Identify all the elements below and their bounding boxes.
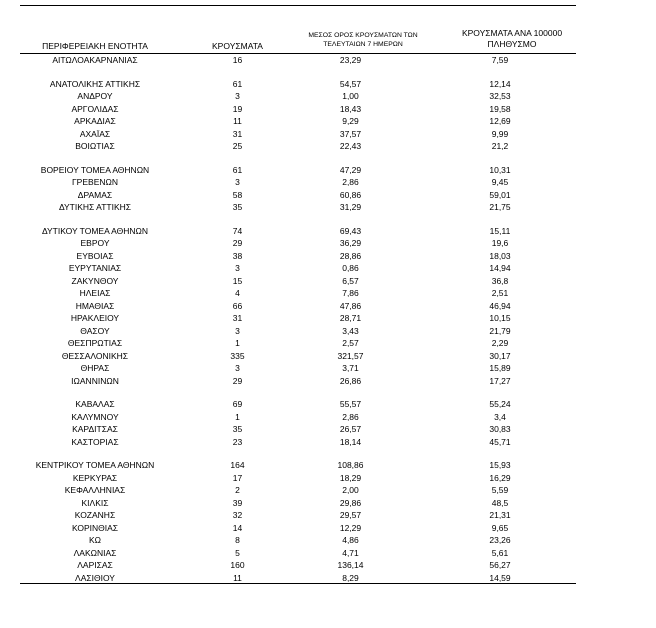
cell-per100k: 21,2 [491, 141, 509, 151]
cell-region: ΛΑΣΙΘΙΟΥ [75, 572, 115, 583]
cell-region: ΕΥΡΥΤΑΝΙΑΣ [68, 263, 122, 273]
cell-avg7: 0,86 [342, 263, 359, 273]
cell-avg7: 1,00 [342, 91, 359, 101]
cell-avg7: 2,86 [342, 177, 359, 187]
cell-region: ΑΡΚΑΔΙΑΣ [74, 116, 116, 126]
cell-avg7: 54,57 [339, 78, 362, 89]
cell-region: ΘΗΡΑΣ [80, 363, 110, 373]
header-per100k-line1: ΚΡΟΥΣΜΑΤΑ ΑΝΑ 100000 [461, 28, 563, 38]
cell-cases: 1 [235, 338, 240, 348]
cell-avg7: 47,86 [339, 300, 362, 311]
cell-cases: 39 [232, 497, 243, 508]
cell-per100k: 2,51 [491, 288, 509, 298]
cell-per100k: 32,53 [489, 91, 511, 101]
table-row [20, 78, 576, 91]
header-avg7 [283, 31, 443, 49]
cell-per100k: 5,59 [491, 485, 509, 495]
cell-avg7: 2,00 [342, 485, 359, 495]
table-row [20, 164, 576, 177]
table-row [20, 534, 576, 547]
cell-avg7: 18,29 [339, 472, 362, 483]
cell-region: ΘΑΣΟΥ [80, 325, 110, 336]
cell-avg7: 55,57 [339, 399, 362, 409]
cell-avg7: 69,43 [339, 225, 362, 236]
cell-region: ΔΥΤΙΚΟΥ ΤΟΜΕΑ ΑΘΗΝΩΝ [41, 225, 149, 236]
table-row [20, 398, 576, 411]
table-row [20, 225, 576, 238]
table-row [20, 300, 576, 313]
cell-cases: 31 [232, 313, 243, 323]
cell-per100k: 3,4 [494, 411, 506, 422]
cell-per100k: 16,29 [489, 472, 511, 483]
cell-cases: 11 [233, 572, 242, 583]
cell-region: ΔΡΑΜΑΣ [77, 189, 113, 200]
cell-cases: 35 [232, 202, 243, 212]
header-avg7-line2: ΤΕΛΕΥΤΑΙΩΝ 7 ΗΜΕΡΩΝ [323, 41, 403, 48]
cell-per100k: 5,61 [491, 547, 509, 558]
cell-region: ΚΑΡΔΙΤΣΑΣ [72, 424, 118, 434]
cell-per100k: 18,03 [489, 250, 511, 261]
cell-avg7: 108,86 [337, 460, 364, 470]
cell-avg7: 31,29 [339, 202, 362, 212]
cell-cases: 58 [232, 189, 243, 200]
cell-cases: 160 [230, 560, 245, 570]
table-row [20, 547, 576, 560]
table-row [20, 411, 576, 424]
cell-region: ΑΝΑΤΟΛΙΚΗΣ ΑΤΤΙΚΗΣ [49, 78, 141, 89]
cell-cases: 15 [232, 275, 243, 286]
cell-region: ΚΕΡΚΥΡΑΣ [72, 472, 118, 483]
cell-avg7: 26,86 [339, 375, 362, 386]
header-per100k-line2: ΠΛΗΘΥΣΜΟ [487, 39, 537, 49]
cell-region: ΚΕΝΤΡΙΚΟΥ ΤΟΜΕΑ ΑΘΗΝΩΝ [35, 460, 155, 470]
cell-region: ΗΜΑΘΙΑΣ [75, 300, 115, 311]
cell-per100k: 21,75 [489, 202, 511, 212]
cell-cases: 3 [235, 263, 240, 273]
cell-avg7: 7,86 [342, 288, 359, 298]
table-row [20, 103, 576, 116]
table-row [20, 189, 576, 202]
cell-cases: 35 [232, 424, 243, 434]
cell-avg7: 29,57 [339, 510, 362, 520]
cell-region: ΒΟΙΩΤΙΑΣ [75, 141, 115, 151]
cell-per100k: 15,89 [489, 363, 511, 373]
header-avg7-line1: ΜΕΣΟΣ ΟΡΟΣ ΚΡΟΥΣΜΑΤΩΝ ΤΩΝ [308, 32, 418, 39]
table-row [20, 90, 576, 103]
cell-per100k: 15,11 [489, 225, 511, 236]
table-row [20, 509, 576, 522]
table-row [20, 423, 576, 436]
header-per100k [442, 28, 582, 50]
cell-avg7: 2,86 [342, 411, 359, 422]
cell-per100k: 48,5 [491, 497, 509, 508]
table-row [20, 115, 576, 128]
header-region: ΠΕΡΙΦΕΡΕΙΑΚΗ ΕΝΟΤΗΤΑ [42, 41, 148, 51]
cell-cases: 3 [235, 91, 240, 101]
cell-per100k: 2,29 [491, 338, 509, 348]
cell-per100k: 9,99 [491, 128, 509, 139]
cell-per100k: 9,65 [491, 522, 509, 533]
cell-cases: 2 [235, 485, 240, 495]
cell-region: ΑΙΤΩΛΟΑΚΑΡΝΑΝΙΑΣ [52, 55, 138, 65]
cell-per100k: 56,27 [489, 560, 511, 570]
cell-per100k: 21,31 [489, 510, 511, 520]
cell-cases: 61 [232, 78, 243, 89]
cell-avg7: 4,86 [342, 535, 359, 545]
cell-per100k: 12,14 [489, 78, 511, 89]
table-row [20, 237, 576, 250]
cell-region: ΚΑΣΤΟΡΙΑΣ [71, 436, 119, 447]
table-row [20, 128, 576, 141]
cell-region: ΑΧΑΪΑΣ [79, 128, 111, 139]
cell-cases: 3 [235, 177, 240, 187]
cell-region: ΘΕΣΠΡΩΤΙΑΣ [67, 338, 123, 348]
cell-region: ΔΥΤΙΚΗΣ ΑΤΤΙΚΗΣ [58, 202, 132, 212]
table-row [20, 459, 576, 472]
cell-cases: 335 [230, 350, 245, 361]
cell-per100k: 23,26 [489, 535, 511, 545]
cell-region: ΛΑΚΩΝΙΑΣ [73, 547, 117, 558]
cell-per100k: 12,69 [489, 116, 511, 126]
cell-cases: 16 [232, 55, 243, 65]
cell-cases: 1 [235, 411, 240, 422]
cell-per100k: 36,8 [491, 275, 509, 286]
table-row [20, 472, 576, 485]
cell-per100k: 14,59 [489, 572, 511, 583]
cell-cases: 69 [232, 399, 243, 409]
cell-avg7: 136,14 [337, 560, 364, 570]
cell-cases: 5 [235, 547, 240, 558]
cell-region: ΒΟΡΕΙΟΥ ΤΟΜΕΑ ΑΘΗΝΩΝ [40, 164, 150, 175]
table-row [20, 275, 576, 288]
cell-region: ΓΡΕΒΕΝΩΝ [72, 177, 118, 187]
cell-cases: 164 [230, 460, 245, 470]
table-row [20, 522, 576, 535]
cell-per100k: 19,6 [491, 238, 509, 248]
cell-region: ΕΥΒΟΙΑΣ [76, 250, 114, 261]
cell-avg7: 28,86 [339, 250, 362, 261]
cell-per100k: 45,71 [489, 436, 511, 447]
cell-region: ΚΟΡΙΝΘΙΑΣ [71, 522, 119, 533]
cell-avg7: 12,29 [339, 522, 362, 533]
cell-cases: 3 [235, 363, 240, 373]
cell-cases: 23 [232, 436, 243, 447]
table-row [20, 140, 576, 153]
cell-per100k: 30,17 [489, 350, 511, 361]
top-border [20, 5, 576, 6]
cell-region: ΑΡΓΟΛΙΔΑΣ [71, 103, 119, 114]
cell-region: ΘΕΣΣΑΛΟΝΙΚΗΣ [61, 350, 129, 361]
table-row [20, 559, 576, 572]
cell-region: ΚΟΖΑΝΗΣ [74, 510, 116, 520]
cell-region: ΕΒΡΟΥ [80, 238, 110, 248]
table-row [20, 484, 576, 497]
cell-region: ΛΑΡΙΣΑΣ [77, 560, 113, 570]
cell-avg7: 321,57 [337, 350, 364, 361]
header-cases: ΚΡΟΥΣΜΑΤΑ [212, 41, 263, 51]
cell-avg7: 9,29 [342, 116, 359, 126]
cell-cases: 17 [232, 472, 243, 483]
table-row [20, 375, 576, 388]
table-row [20, 201, 576, 214]
cell-avg7: 6,57 [342, 275, 359, 286]
cell-cases: 8 [235, 535, 240, 545]
cell-cases: 3 [235, 325, 240, 336]
cell-cases: 29 [232, 375, 243, 386]
cell-per100k: 10,15 [489, 313, 511, 323]
cell-avg7: 36,29 [339, 238, 362, 248]
table-row [20, 337, 576, 350]
cell-avg7: 60,86 [339, 189, 362, 200]
cell-per100k: 15,93 [489, 460, 511, 470]
table-row [20, 312, 576, 325]
cell-region: ΖΑΚΥΝΘΟΥ [71, 275, 119, 286]
cell-cases: 31 [232, 128, 243, 139]
cell-region: ΗΛΕΙΑΣ [79, 288, 111, 298]
cell-region: ΑΝΔΡΟΥ [77, 91, 113, 101]
table-row [20, 497, 576, 510]
cell-per100k: 46,94 [489, 300, 511, 311]
table-row [20, 54, 576, 67]
cell-per100k: 7,59 [491, 55, 509, 65]
cell-cases: 66 [232, 300, 243, 311]
cell-per100k: 59,01 [489, 189, 511, 200]
cell-cases: 14 [232, 522, 243, 533]
cell-cases: 25 [232, 141, 243, 151]
bottom-border [20, 583, 576, 584]
cell-avg7: 26,57 [339, 424, 362, 434]
cell-avg7: 3,43 [342, 325, 359, 336]
cell-per100k: 30,83 [489, 424, 511, 434]
cell-cases: 38 [232, 250, 243, 261]
cell-region: ΚΑΛΥΜΝΟΥ [71, 411, 119, 422]
cell-region: ΚΕΦΑΛΛΗΝΙΑΣ [64, 485, 126, 495]
cell-cases: 29 [232, 238, 243, 248]
cell-avg7: 4,71 [342, 547, 359, 558]
cell-avg7: 3,71 [342, 363, 359, 373]
cell-per100k: 19,58 [489, 103, 511, 114]
cell-avg7: 37,57 [339, 128, 362, 139]
table-row [20, 176, 576, 189]
cell-per100k: 10,31 [489, 164, 511, 175]
cell-cases: 4 [235, 288, 240, 298]
cell-per100k: 14,94 [489, 263, 511, 273]
cell-region: ΙΩΑΝΝΙΝΩΝ [71, 375, 119, 386]
cell-cases: 32 [232, 510, 243, 520]
table-body [20, 54, 576, 584]
cell-per100k: 17,27 [489, 375, 511, 386]
table-row [20, 250, 576, 263]
cell-cases: 74 [232, 225, 243, 236]
cell-cases: 19 [232, 103, 243, 114]
cell-avg7: 8,29 [342, 572, 359, 583]
cell-avg7: 22,43 [339, 141, 362, 151]
table-row [20, 436, 576, 449]
table-row [20, 262, 576, 275]
table-row [20, 362, 576, 375]
cell-region: ΗΡΑΚΛΕΙΟΥ [70, 313, 120, 323]
cell-avg7: 23,29 [339, 55, 362, 65]
cell-region: ΚΙΛΚΙΣ [81, 497, 109, 508]
cell-region: ΚΑΒΑΛΑΣ [75, 399, 115, 409]
cell-avg7: 18,43 [339, 103, 362, 114]
table-row [20, 325, 576, 338]
cell-avg7: 28,71 [339, 313, 362, 323]
cell-avg7: 29,86 [339, 497, 362, 508]
cell-per100k: 21,79 [489, 325, 511, 336]
cell-region: ΚΩ [88, 535, 102, 545]
cell-avg7: 47,29 [339, 164, 362, 175]
cell-avg7: 18,14 [339, 436, 362, 447]
cell-cases: 61 [232, 164, 243, 175]
cell-avg7: 2,57 [342, 338, 359, 348]
cell-cases: 11 [233, 116, 242, 126]
cell-per100k: 55,24 [489, 399, 511, 409]
table-row [20, 350, 576, 363]
cell-per100k: 9,45 [491, 177, 509, 187]
table-row [20, 287, 576, 300]
